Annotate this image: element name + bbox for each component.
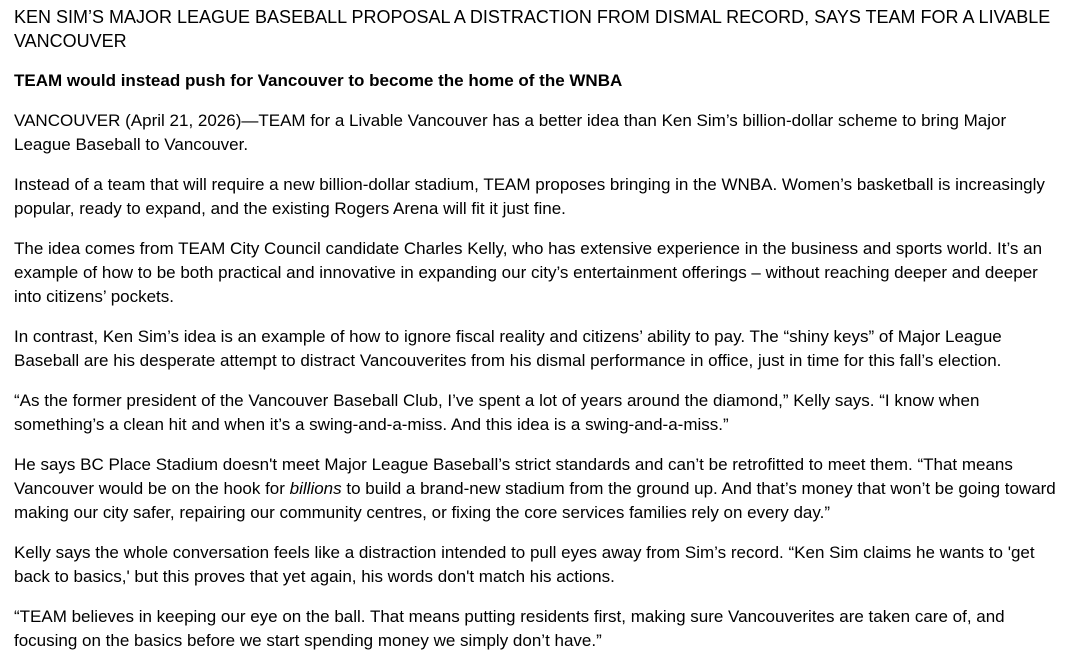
- headline: KEN SIM’S MAJOR LEAGUE BASEBALL PROPOSAL A DISTRACTION FROM DISMAL RECORD, SAYS TEAM FOR A LIVABLE VANCOUVER: [14, 7, 1051, 51]
- billions-emphasis: billions: [289, 479, 342, 498]
- paragraph-wnba-proposal: Instead of a team that will require a new billion-dollar stadium, TEAM proposes bringing in the WNBA. Women’s basketball is increasingly popular, ready to expand, and the existing Rogers Arena will fit it just fine.: [14, 175, 1045, 218]
- paragraph-bc-place: [14, 453, 1066, 525]
- subheadline: TEAM would instead push for Vancouver to become the home of the WNBA: [14, 71, 623, 90]
- paragraph-contrast: In contrast, Ken Sim’s idea is an example of how to ignore fiscal reality and citizens’ ability to pay. The “shiny keys” of Major League Baseball are his desperate attempt to distract Vancouverites from his dismal performance in office, just in time for this fall’s election.: [14, 327, 1002, 370]
- bc-place-text-after: to build a brand-new stadium from the ground up. And that’s money that won’t be going toward making our city safer, repairing our community centres, or fixing the core services families rely on every day.”: [14, 479, 1056, 522]
- bc-place-text-before: He says BC Place Stadium doesn't meet Major League Baseball’s strict standards and can’t be retrofitted to meet them. “That means Vancouver would be on the hook for: [14, 455, 1013, 498]
- paragraph-closing-quote: “TEAM believes in keeping our eye on the ball. That means putting residents first, making sure Vancouverites are taken care of, and focusing on the basics before we start spending money we simply don’t have.”: [14, 607, 1005, 650]
- paragraph-kelly-quote: “As the former president of the Vancouver Baseball Club, I’ve spent a lot of years around the diamond,” Kelly says. “I know when something’s a clean hit and when it’s a swing-and-a-miss. And this idea is a swing-and-a-miss.”: [14, 391, 980, 434]
- paragraph-charles-kelly: The idea comes from TEAM City Council candidate Charles Kelly, who has extensive experience in the business and sports world. It’s an example of how to be both practical and innovative in expanding our city’s entertainment offerings – without reaching deeper and deeper into citizens’ pockets.: [14, 239, 1043, 306]
- paragraph-dateline: VANCOUVER (April 21, 2026)—TEAM for a Livable Vancouver has a better idea than Ken Sim’s billion-dollar scheme to bring Major League Baseball to Vancouver.: [14, 111, 1007, 154]
- paragraph-distraction: Kelly says the whole conversation feels like a distraction intended to pull eyes away from Sim’s record. “Ken Sim claims he wants to 'get back to basics,' but this proves that yet again, his words don't match his actions.: [14, 543, 1035, 586]
